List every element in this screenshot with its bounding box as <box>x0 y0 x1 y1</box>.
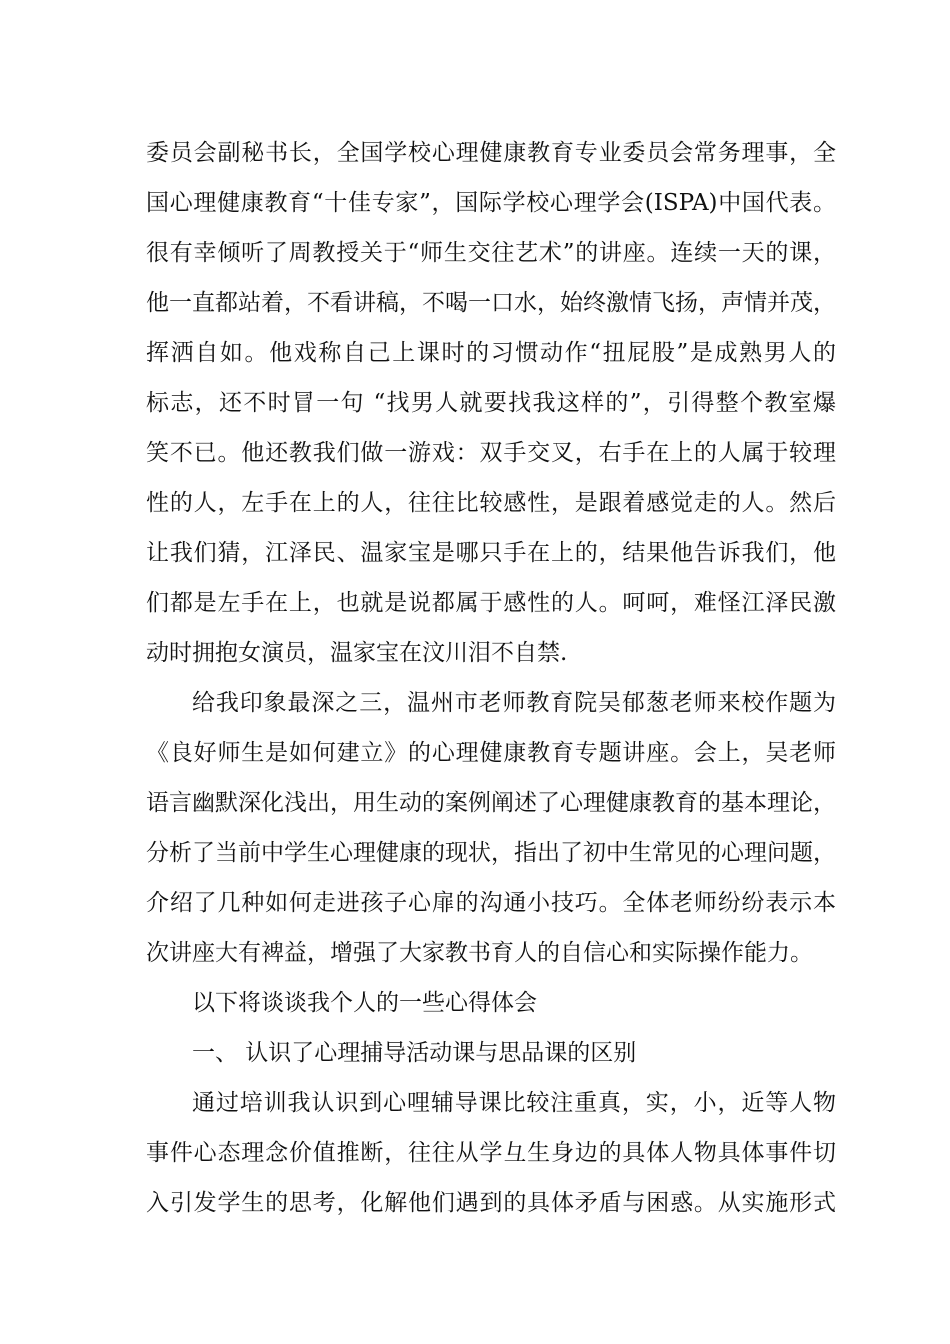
text-line: 们都是左手在上，也就是说都属于感性的人。呵呵，难怪江泽民激 <box>146 590 836 616</box>
text-line: 次讲座大有裨益，增强了大家教书育人的自信心和实际操作能力。 <box>146 940 813 966</box>
text-line: 语言幽默深化浅出，用生动的案例阐述了心理健康教育的基本理论， <box>146 790 836 816</box>
text-line: 让我们猜，江泽民、温家宝是哪只手在上的，结果他告诉我们，他 <box>146 540 836 566</box>
text-line: 《良好师生是如何建立》的心理健康教育专题讲座。会上，吴老师 <box>146 740 836 766</box>
text-line: 他一直都站着，不看讲稿，不喝一口水，始终激情飞扬，声情并茂， <box>146 290 836 316</box>
text-line: 笑不已。他还教我们做一游戏：双手交叉，右手在上的人属于较理 <box>146 440 836 466</box>
paragraph-first-line: 通过培训我认识到心哩辅导课比较注重真，实，小，近等人物 <box>192 1090 836 1116</box>
paragraph-first-line: 以下将谈谈我个人的一些心得体会 <box>192 990 537 1016</box>
section-heading: 一、 认识了心理捕导活动课与思品课的区别 <box>192 1040 637 1066</box>
text-line: 很有幸倾听了周教授关于“师生交往艺术”的讲座。连续一天的课， <box>146 240 836 266</box>
text-line: 标志，还不时冒一句 “找男人就要找我这样的”，引得整个教室爆 <box>146 390 836 416</box>
text-line: 入引发学生的思考，化解他们遇到的具体矛盾与困惑。从实施形式 <box>146 1190 836 1216</box>
paragraph-first-line: 给我印象最深之三，温州市老师教育院吴郁葱老师来校作题为 <box>192 690 836 716</box>
text-line: 分析了当前中学生心理健康的现状，指出了初中生常见的心理问题， <box>146 840 836 866</box>
text-line: 国心理健康教育“十佳专家”，国际学校心理学会(ISPA)中国代表。 <box>146 190 836 216</box>
text-line: 介绍了几种如何走进孩子心扉的沟通小技巧。全体老师纷纷表示本 <box>146 890 836 916</box>
text-line: 事件心态理念价值推断，往往从学彑生身边的具体人物具体事件切 <box>146 1140 836 1166</box>
text-line: 性的人，左手在上的人，往往比较感性，是跟着感觉走的人。然后 <box>146 490 836 516</box>
text-line: 委员会副秘书长，全国学校心理健康教育专业委员会常务理事，全 <box>146 140 836 166</box>
text-line: 动时拥抱女演员，温家宝在汶川泪不自禁. <box>146 640 568 666</box>
text-line: 挥洒自如。他戏称自己上课时的习惯动作“扭屁股”是成熟男人的 <box>146 340 836 366</box>
